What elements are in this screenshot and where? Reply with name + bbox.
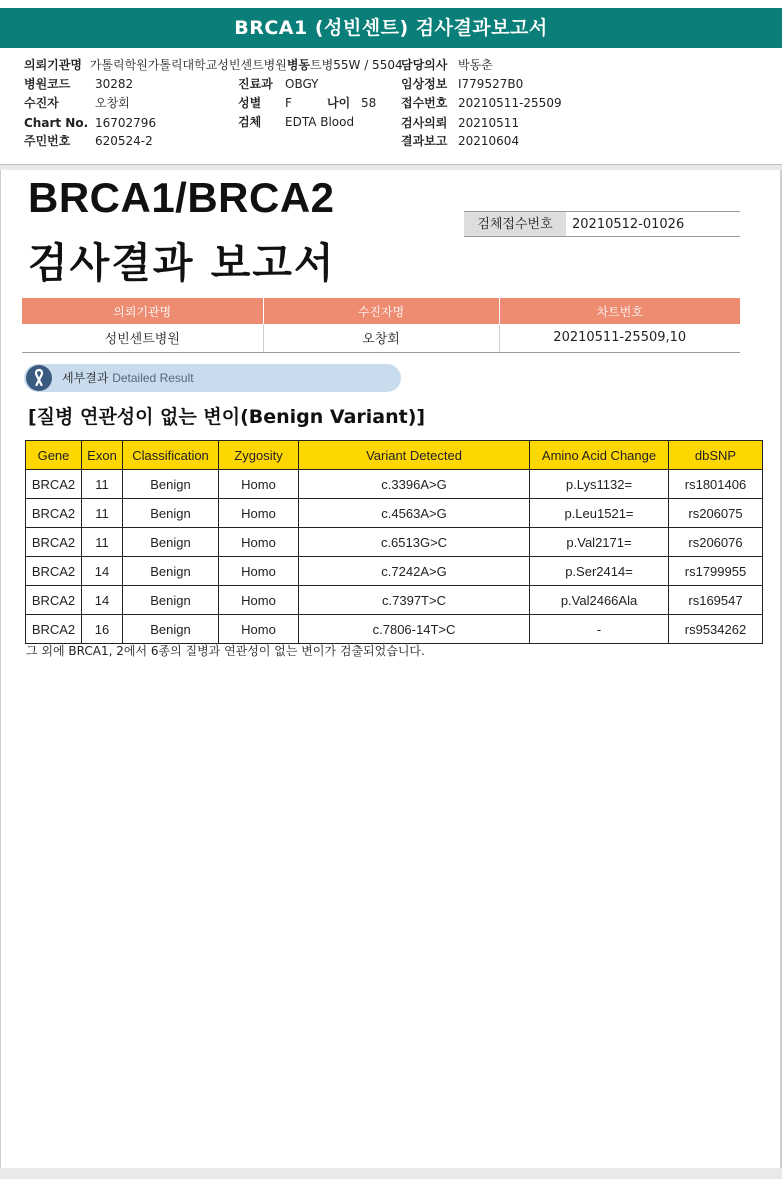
info-resident-no <box>24 134 153 149</box>
variant-cell: rs9534262 <box>669 615 763 644</box>
variant-cell: Benign <box>123 557 219 586</box>
detailed-result-pill <box>24 364 401 392</box>
info-value: 20210511 <box>458 116 520 130</box>
variant-cell: Homo <box>219 615 299 644</box>
variant-cell: 11 <box>82 470 123 499</box>
footnote: 그 외에 BRCA1, 2에서 6종의 질병과 연관성이 없는 변이가 검출되었습니다. <box>26 644 425 658</box>
variant-cell: BRCA2 <box>26 470 82 499</box>
info-value: 가톨릭학원가톨릭대학교성빈센트병원 <box>89 58 287 72</box>
variant-header: Classification <box>123 441 219 470</box>
variant-cell: c.4563A>G <box>299 499 530 528</box>
variant-row <box>26 615 763 644</box>
info-value: 30282 <box>95 77 134 91</box>
variant-cell: p.Ser2414= <box>530 557 669 586</box>
info-patient <box>24 96 130 111</box>
variant-cell: p.Lys1132= <box>530 470 669 499</box>
info-label: 주민번호 <box>24 134 71 148</box>
variant-cell: 14 <box>82 557 123 586</box>
variant-cell: c.7242A>G <box>299 557 530 586</box>
info-label: 수진자 <box>24 96 59 110</box>
info-hospital-code <box>24 77 133 92</box>
age-label: 나이 <box>327 96 351 110</box>
variant-cell: Benign <box>123 528 219 557</box>
variant-cell: 11 <box>82 499 123 528</box>
variant-cell: p.Val2171= <box>530 528 669 557</box>
patient-table-header: 의뢰기관명 <box>22 298 263 324</box>
variant-row <box>26 557 763 586</box>
info-value: 16702796 <box>95 116 157 130</box>
patient-table-cell: 성빈센트병원 <box>22 324 263 352</box>
variant-table-body <box>26 470 763 644</box>
variant-header: Amino Acid Change <box>530 441 669 470</box>
info-clinical <box>401 77 523 92</box>
info-value: F <box>285 96 292 110</box>
variant-row <box>26 586 763 615</box>
pill-text <box>62 364 194 392</box>
ward-value: 트병55W / 5504 <box>310 58 403 72</box>
info-value: 20210511-25509 <box>458 96 562 110</box>
accession-number <box>464 211 740 237</box>
patient-table <box>22 298 740 353</box>
patient-table-header: 수진자명 <box>263 298 499 324</box>
variant-header: dbSNP <box>669 441 763 470</box>
info-specimen <box>238 115 354 130</box>
variant-cell: rs1801406 <box>669 470 763 499</box>
section-title: [질병 연관성이 없는 변이(Benign Variant)] <box>28 406 426 428</box>
patient-table-cell: 오창회 <box>263 324 499 352</box>
variant-cell: 14 <box>82 586 123 615</box>
report-title-line1: BRCA1/BRCA2 <box>28 174 335 221</box>
variant-cell: BRCA2 <box>26 615 82 644</box>
variant-cell: c.3396A>G <box>299 470 530 499</box>
variant-cell: 16 <box>82 615 123 644</box>
patient-table-row <box>22 324 740 352</box>
variant-cell: - <box>530 615 669 644</box>
info-value: OBGY <box>285 77 319 91</box>
info-label: 의뢰기관명 <box>24 58 82 72</box>
variant-cell: p.Leu1521= <box>530 499 669 528</box>
page-frame-left <box>0 170 1 1170</box>
info-label: 임상정보 <box>401 77 448 91</box>
report-header-title: BRCA1 (성빈센트) 검사결과보고서 <box>234 17 548 39</box>
variant-cell: Benign <box>123 615 219 644</box>
info-sex <box>238 96 376 111</box>
info-label: Chart No. <box>24 116 89 130</box>
patient-table-cell: 20210511-25509,10 <box>499 324 740 352</box>
variant-row <box>26 499 763 528</box>
info-receipt-no <box>401 96 562 111</box>
info-label: 병원코드 <box>24 77 71 91</box>
info-label: 결과보고 <box>401 134 448 148</box>
variant-cell: Benign <box>123 470 219 499</box>
info-report-date <box>401 134 519 149</box>
info-label: 검사의뢰 <box>401 116 448 130</box>
info-label: 진료과 <box>238 77 273 91</box>
variant-cell: Homo <box>219 499 299 528</box>
section-divider <box>0 164 782 170</box>
info-referring-institution <box>24 58 403 73</box>
accession-label: 검체접수번호 <box>464 212 566 236</box>
info-department <box>238 77 319 92</box>
info-value: I779527B0 <box>458 77 524 91</box>
variant-cell: p.Val2466Ala <box>530 586 669 615</box>
bottom-band <box>0 1168 782 1179</box>
variant-cell: Benign <box>123 586 219 615</box>
ward-label: 병동 <box>286 58 311 72</box>
info-label: 담당의사 <box>401 58 448 72</box>
variant-cell: rs206075 <box>669 499 763 528</box>
variant-table-header-row <box>26 441 763 470</box>
info-label: 성별 <box>238 96 262 110</box>
info-value: 박동춘 <box>458 58 493 72</box>
patient-table-header: 차트번호 <box>499 298 740 324</box>
variant-header: Variant Detected <box>299 441 530 470</box>
variant-cell: BRCA2 <box>26 557 82 586</box>
info-label: 접수번호 <box>401 96 448 110</box>
patient-table-header-row <box>22 298 740 324</box>
variant-cell: 11 <box>82 528 123 557</box>
section-label-en: Detailed Result <box>112 371 194 385</box>
info-value: 620524-2 <box>95 134 153 148</box>
ribbon-icon <box>26 365 52 391</box>
variant-cell: Homo <box>219 557 299 586</box>
variant-header: Exon <box>82 441 123 470</box>
variant-cell: c.7397T>C <box>299 586 530 615</box>
variant-table <box>25 440 763 644</box>
variant-cell: Homo <box>219 586 299 615</box>
info-value: EDTA Blood <box>285 115 355 129</box>
accession-value: 20210512-01026 <box>572 217 685 232</box>
variant-cell: BRCA2 <box>26 499 82 528</box>
age-value: 58 <box>361 96 377 110</box>
report-title-line2: 검사결과 보고서 <box>28 239 336 287</box>
variant-header: Zygosity <box>219 441 299 470</box>
variant-cell: c.6513G>C <box>299 528 530 557</box>
variant-cell: BRCA2 <box>26 586 82 615</box>
variant-cell: c.7806-14T>C <box>299 615 530 644</box>
info-request-date <box>401 116 519 131</box>
variant-cell: rs206076 <box>669 528 763 557</box>
variant-cell: Homo <box>219 470 299 499</box>
variant-row <box>26 470 763 499</box>
variant-header: Gene <box>26 441 82 470</box>
variant-cell: Benign <box>123 499 219 528</box>
section-label: 세부결과 <box>62 371 109 385</box>
variant-cell: BRCA2 <box>26 528 82 557</box>
report-title-bar <box>0 8 782 48</box>
variant-cell: rs1799955 <box>669 557 763 586</box>
variant-cell: rs169547 <box>669 586 763 615</box>
variant-cell: Homo <box>219 528 299 557</box>
info-doctor <box>401 58 493 73</box>
info-chart-no <box>24 116 156 131</box>
info-label: 검체 <box>238 115 262 129</box>
variant-row <box>26 528 763 557</box>
info-value: 오창회 <box>95 96 130 110</box>
info-value: 20210604 <box>458 134 520 148</box>
